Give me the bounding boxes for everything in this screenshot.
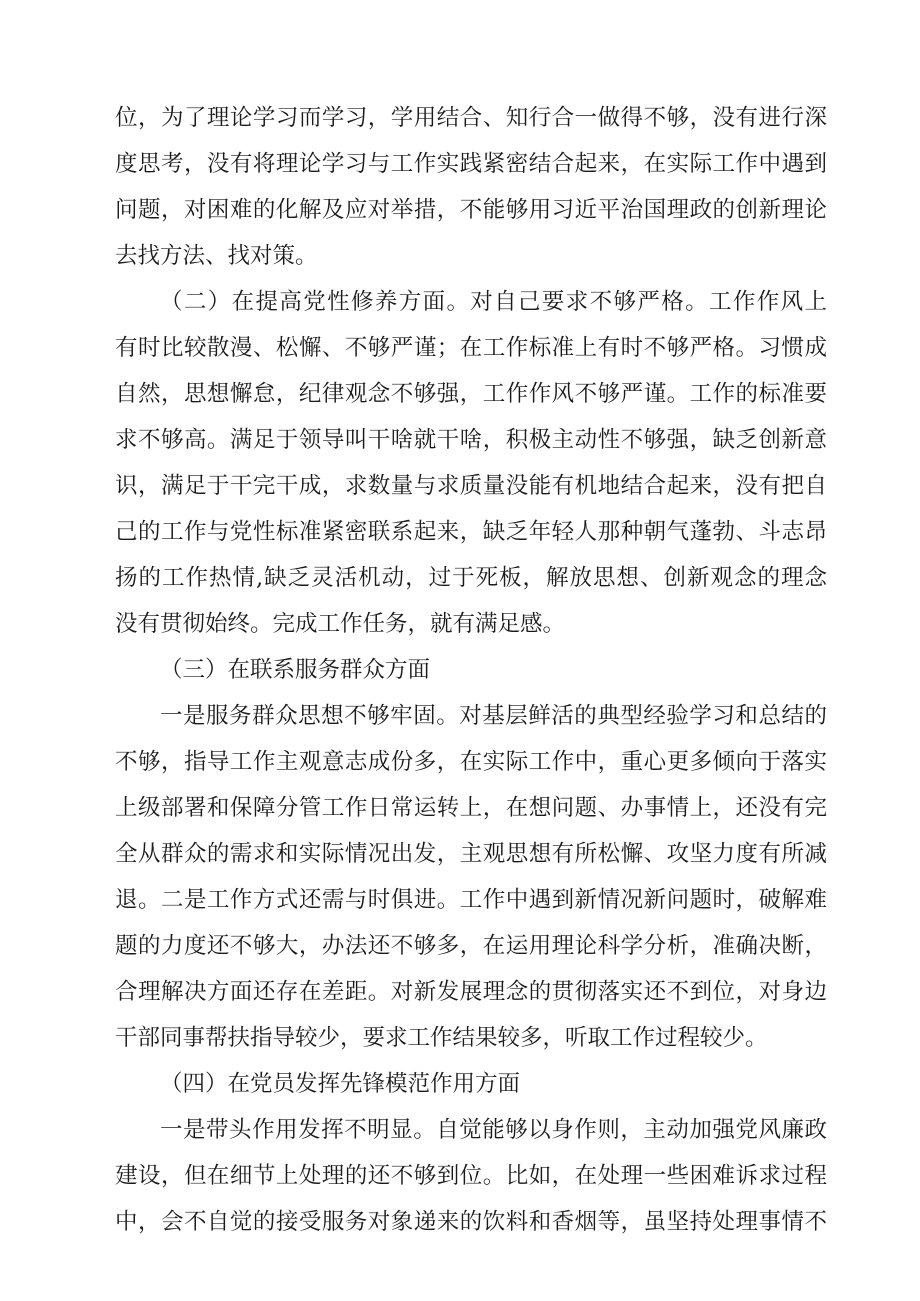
text-line: 识，满足于干完干成，求数量与求质量没能有机地结合起来，没有把自 — [115, 473, 827, 499]
text-line: 求不够高。满足于领导叫干啥就干啥，积极主动性不够强，缺乏创新意 — [115, 427, 827, 453]
text-line: 全从群众的需求和实际情况出发，主观思想有所松懈、攻坚力度有所减 — [115, 841, 827, 867]
text-line: （二）在提高党性修养方面。对自己要求不够严格。工作作风上 — [160, 289, 827, 315]
text-line: 上级部署和保障分管工作日常运转上，在想问题、办事情上，还没有完 — [115, 795, 827, 821]
text-line: 题的力度还不够大，办法还不够多，在运用理论科学分析，准确决断， — [115, 933, 827, 959]
text-line: 没有贯彻始终。完成工作任务，就有满足感。 — [115, 611, 566, 637]
text-line: 一是服务群众思想不够牢固。对基层鲜活的典型经验学习和总结的 — [160, 703, 827, 729]
text-line: 退。二是工作方式还需与时俱进。工作中遇到新情况新问题时，破解难 — [115, 887, 827, 913]
section-heading: （三）在联系服务群众方面 — [160, 657, 431, 683]
section-heading: （四）在党员发挥先锋模范作用方面 — [160, 1071, 521, 1097]
text-line: 扬的工作热情,缺乏灵活机动，过于死板，解放思想、创新观念的理念 — [115, 565, 827, 591]
text-line: 干部同事帮扶指导较少，要求工作结果较多，听取工作过程较少。 — [115, 1025, 768, 1051]
text-line: 问题，对困难的化解及应对举措，不能够用习近平治国理政的创新理论 — [115, 197, 827, 223]
text-line: 中，会不自觉的接受服务对象递来的饮料和香烟等，虽坚持处理事情不 — [115, 1209, 827, 1235]
text-line: 合理解决方面还存在差距。对新发展理念的贯彻落实还不到位，对身边 — [115, 979, 827, 1005]
text-line: 度思考，没有将理论学习与工作实践紧密结合起来，在实际工作中遇到 — [115, 151, 827, 177]
text-line: 有时比较散漫、松懈、不够严谨；在工作标准上有时不够严格。习惯成 — [115, 335, 827, 361]
text-line: 去找方法、找对策。 — [115, 243, 318, 269]
text-line: 位，为了理论学习而学习，学用结合、知行合一做得不够，没有进行深 — [115, 105, 827, 131]
text-line: 建设，但在细节上处理的还不够到位。比如，在处理一些困难诉求过程 — [115, 1163, 827, 1189]
text-line: 一是带头作用发挥不明显。自觉能够以身作则，主动加强党风廉政 — [160, 1117, 827, 1143]
text-line: 自然，思想懈怠，纪律观念不够强，工作作风不够严谨。工作的标准要 — [115, 381, 827, 407]
text-line: 不够，指导工作主观意志成份多，在实际工作中，重心更多倾向于落实 — [115, 749, 827, 775]
text-line: 己的工作与党性标准紧密联系起来，缺乏年轻人那种朝气蓬勃、斗志昂 — [115, 519, 827, 545]
